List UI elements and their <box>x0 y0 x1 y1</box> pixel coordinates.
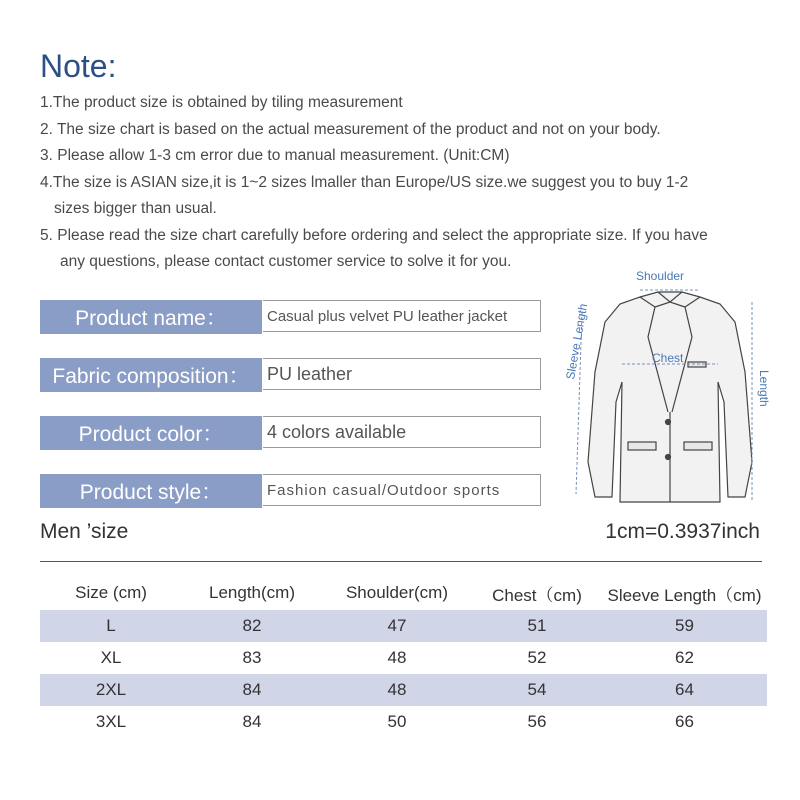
table-cell: 54 <box>527 680 547 699</box>
note-item <box>40 143 790 170</box>
note-item <box>40 117 790 144</box>
note-text-continued: any questions, please contact customer service to solve it for you. <box>60 253 512 270</box>
note-text: 4.The size is ASIAN size,it is 1~2 sizes lmaller than Europe/US size.we suggest you to buy 1-2 <box>40 173 689 191</box>
table-cell: XL <box>100 648 122 667</box>
note-text: 1.The product size is obtained by tiling measurement <box>40 94 403 111</box>
table-row <box>40 674 767 706</box>
length-label: Length <box>757 370 771 407</box>
header-cell: Size (cm) <box>75 583 147 602</box>
chest-label: Chest <box>652 351 684 365</box>
table-cell: 83 <box>242 648 262 667</box>
table-cell: 56 <box>527 712 547 731</box>
table-cell: 82 <box>242 616 262 635</box>
table-cell: 51 <box>527 616 547 635</box>
sleeve-length-label: Sleeve Length <box>563 302 591 381</box>
fabric-composition-value: PU leather <box>263 358 541 390</box>
product-color-label: Product color： <box>40 416 262 450</box>
size-table-header <box>40 576 767 610</box>
product-name-value: Casual plus velvet PU leather jacket <box>263 300 541 332</box>
divider <box>40 561 762 562</box>
notes-list <box>40 90 790 276</box>
table-cell: 62 <box>675 648 694 667</box>
table-cell: 52 <box>527 648 547 667</box>
table-row <box>40 610 767 642</box>
shoulder-label: Shoulder <box>636 269 685 283</box>
table-row <box>40 706 767 738</box>
table-cell: 48 <box>387 680 407 699</box>
table-cell: 64 <box>675 680 694 699</box>
note-text: 5. Please read the size chart carefully before ordering and select the appropriate size. If you have <box>40 226 708 244</box>
table-cell: 48 <box>387 648 407 667</box>
note-title: Note: <box>40 48 117 84</box>
table-cell: 3XL <box>95 712 127 731</box>
header-cell: Chest（cm) <box>492 585 582 605</box>
size-table <box>40 576 767 738</box>
table-cell: 59 <box>675 616 694 635</box>
jacket-measurement-diagram <box>560 262 780 512</box>
table-cell: 84 <box>242 680 262 699</box>
product-style-row <box>40 474 542 508</box>
product-color-row <box>40 416 542 450</box>
header-cell: Length(cm) <box>209 583 295 602</box>
product-color-value: 4 colors available <box>263 416 541 448</box>
product-name-row <box>40 300 542 334</box>
table-cell: 84 <box>242 712 262 731</box>
note-text-continued: sizes bigger than usual. <box>54 200 217 217</box>
product-style-label: Product style： <box>40 474 262 508</box>
note-text: 2. The size chart is based on the actual measurement of the product and not on your body. <box>40 120 661 138</box>
product-style-value: Fashion casual/Outdoor sports <box>263 474 541 506</box>
product-name-label: Product name： <box>40 300 262 334</box>
table-row <box>40 642 767 674</box>
unit-conversion: 1cm=0.3937inch <box>605 520 760 543</box>
table-cell: 66 <box>675 712 694 731</box>
note-item <box>40 170 790 223</box>
header-cell: Sleeve Length（cm) <box>607 585 762 605</box>
jacket-illustration <box>588 292 752 502</box>
table-cell: 47 <box>387 616 407 635</box>
note-item <box>40 90 790 117</box>
table-cell: 2XL <box>95 680 127 699</box>
note-text: 3. Please allow 1-3 cm error due to manual measurement. (Unit:CM) <box>40 147 510 164</box>
header-cell: Shoulder(cm) <box>345 583 449 602</box>
men-size-heading: Men ’size <box>40 520 129 543</box>
fabric-composition-label: Fabric composition： <box>40 358 262 392</box>
fabric-composition-row <box>40 358 542 392</box>
table-cell: L <box>106 616 116 635</box>
table-cell: 50 <box>387 712 407 731</box>
